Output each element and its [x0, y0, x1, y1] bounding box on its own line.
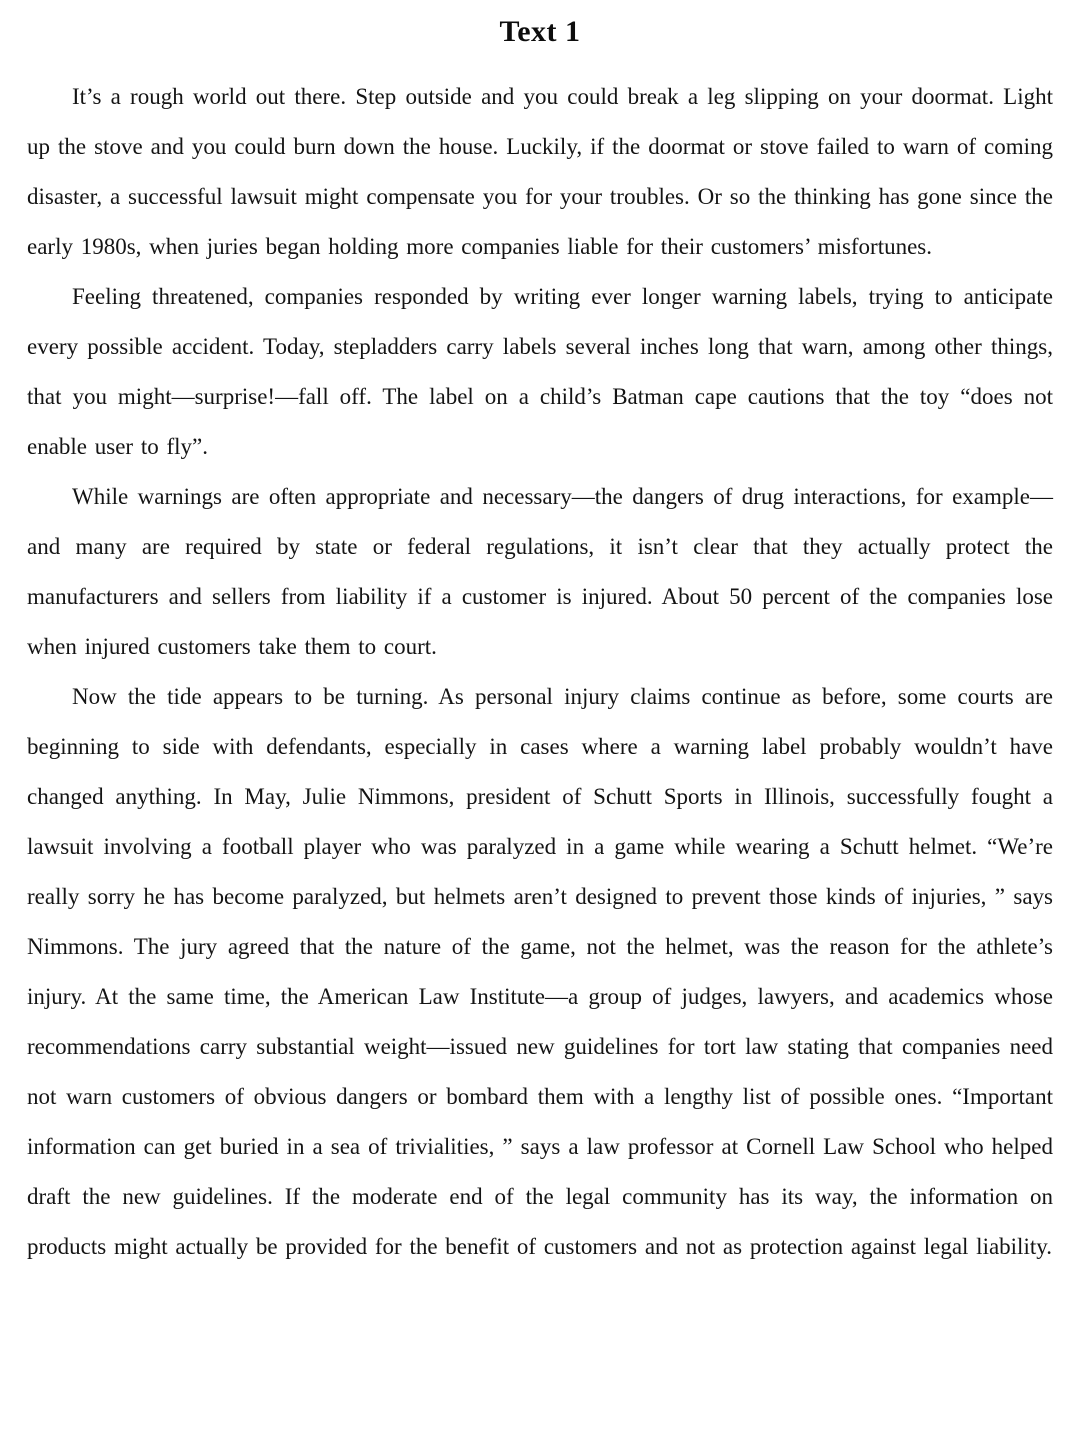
passage-title: Text 1: [499, 15, 581, 48]
passage-body: [27, 72, 1053, 1272]
paragraph-1: It’s a rough world out there. Step outside and you could break a leg slipping on your doormat. Light up the stove and you could burn down the house. Luckily, if the doormat or stove failed to warn of coming disaster, a successful lawsuit might compensate you for your troubles. Or so the thinking has gone since the early 1980s, when juries began holding more companies liable for their customers’ misfortunes.: [27, 84, 1053, 259]
paragraph-2: Feeling threatened, companies responded by writing ever longer warning labels, trying to anticipate every possible accident. Today, stepladders carry labels several inches long that warn, among other things, that you might—surprise!—fall off. The label on a child’s Batman cape cautions that the toy “does not enable user to fly”.: [27, 284, 1053, 459]
paragraph-4: Now the tide appears to be turning. As personal injury claims continue as before, some courts are beginning to side with defendants, especially in cases where a warning label probably wouldn’t have changed anything. In May, Julie Nimmons, president of Schutt Sports in Illinois, successfully fought a lawsuit involving a football player who was paralyzed in a game while wearing a Schutt helmet. “We’re really sorry he has become paralyzed, but helmets aren’t designed to prevent those kinds of injuries, ” says Nimmons. The jury agreed that the nature of the game, not the helmet, was the reason for the athlete’s injury. At the same time, the American Law Institute—a group of judges, lawyers, and academics whose recommendations carry substantial weight—issued new guidelines for tort law stating that companies need not warn customers of obvious dangers or bombard them with a lengthy list of possible ones. “Important information can get buried in a sea of trivialities, ” says a law professor at Cornell Law School who helped draft the new guidelines. If the moderate end of the legal community has its way, the information on products might actually be provided for the benefit of customers and not as protection against legal liability.: [27, 684, 1053, 1259]
paragraph-3: While warnings are often appropriate and necessary—the dangers of drug interactions, for example—and many are required by state or federal regulations, it isn’t clear that they actually protect the manufacturers and sellers from liability if a customer is injured. About 50 percent of the companies lose when injured customers take them to court.: [27, 484, 1053, 659]
